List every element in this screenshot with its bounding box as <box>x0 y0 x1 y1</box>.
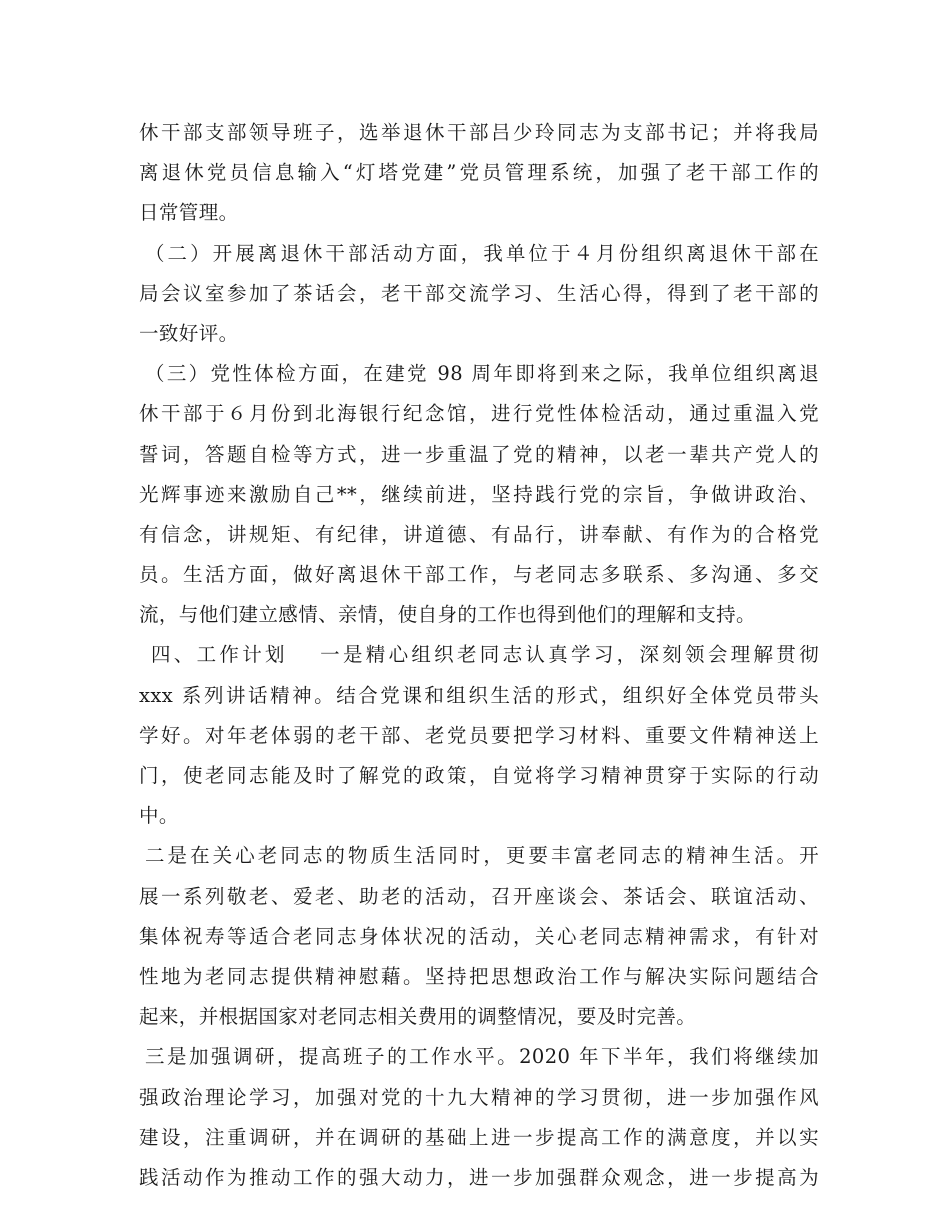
text-line: 学好。对年老体弱的老干部、老党员要把学习材料、重要文件精神送上 <box>139 723 819 747</box>
document-body <box>139 113 819 1198</box>
text-line: 强政治理论学习，加强对党的十九大精神的学习贯彻，进一步加强作风 <box>139 1085 819 1109</box>
text-line: 展一系列敬老、爱老、助老的活动，召开座谈会、茶话会、联谊活动、 <box>139 884 819 908</box>
text-line: 四、工作计划 一是精心组织老同志认真学习，深刻领会理解贯彻 <box>151 643 819 667</box>
text-line: 光辉事迹来激励自己**，继续前进，坚持践行党的宗旨，争做讲政治、 <box>139 482 819 506</box>
text-line: 起来，并根据国家对老同志相关费用的调整情况，要及时完善。 <box>139 1005 697 1029</box>
text-line: 日常管理。 <box>139 201 239 225</box>
text-line: （二）开展离退休干部活动方面，我单位于４月份组织离退休干部在 <box>145 241 819 265</box>
text-line: 有信念，讲规矩、有纪律，讲道德、有品行，讲奉献、有作为的合格党 <box>139 522 819 546</box>
text-line: xxx 系列讲话精神。结合党课和组织生活的形式，组织好全体党员带头 <box>139 683 819 707</box>
text-line: 休干部支部领导班子，选举退休干部吕少玲同志为支部书记；并将我局 <box>139 121 819 144</box>
text-line: 性地为老同志提供精神慰藉。坚持把思想政治工作与解决实际问题结合 <box>139 964 819 988</box>
text-line: 流，与他们建立感情、亲情，使自身的工作也得到他们的理解和支持。 <box>139 603 756 627</box>
text-line: （三）党性体检方面，在建党 98 周年即将到来之际，我单位组织离退 <box>145 362 819 386</box>
text-line: 员。生活方面，做好离退休干部工作，与老同志多联系、多沟通、多交 <box>139 563 819 587</box>
text-line: 誓词，答题自检等方式，进一步重温了党的精神，以老一辈共产党人的 <box>139 442 819 466</box>
text-line: 局会议室参加了茶话会，老干部交流学习、生活心得，得到了老干部的 <box>139 281 819 305</box>
text-line: 集体祝寿等适合老同志身体状况的活动，关心老同志精神需求，有针对 <box>139 924 819 948</box>
text-line: 三是加强调研，提高班子的工作水平。2020 年下半年，我们将继续加 <box>145 1045 819 1069</box>
text-line: 践活动作为推动工作的强大动力，进一步加强群众观念，进一步提高为 <box>139 1165 819 1189</box>
text-line: 一致好评。 <box>139 321 239 345</box>
text-line: 二是在关心老同志的物质生活同时，更要丰富老同志的精神生活。开 <box>145 844 819 868</box>
text-line: 门，使老同志能及时了解党的政策，自觉将学习精神贯穿于实际的行动 <box>139 764 819 787</box>
text-line: 中。 <box>139 804 179 828</box>
text-line: 离退休党员信息输入“灯塔党建”党员管理系统，加强了老干部工作的 <box>139 161 819 185</box>
text-line: 建设，注重调研，并在调研的基础上进一步提高工作的满意度，并以实 <box>139 1125 819 1149</box>
text-line: 休干部于６月份到北海银行纪念馆，进行党性体检活动，通过重温入党 <box>139 402 819 426</box>
